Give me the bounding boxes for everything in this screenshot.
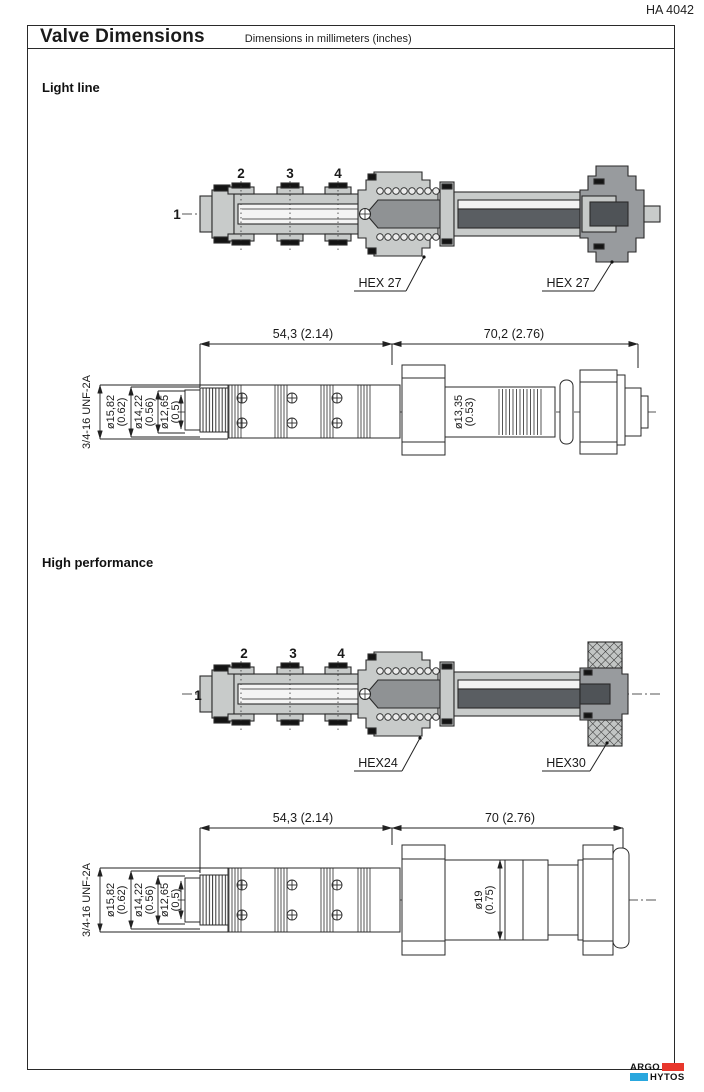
dia-tube-mm: ø19 bbox=[473, 890, 485, 910]
dia3-mm: ø12,65 bbox=[159, 394, 171, 430]
section-label-high-performance: High performance bbox=[42, 555, 154, 570]
page-subtitle: Dimensions in millimeters (inches) bbox=[244, 33, 412, 45]
dia1-mm: ø15,82 bbox=[105, 394, 117, 430]
thread-label: 3/4-16 UNF-2A bbox=[81, 375, 93, 449]
end-hex-body bbox=[580, 166, 660, 262]
port-label-3: 3 bbox=[289, 646, 297, 661]
hex-body-callout bbox=[354, 255, 426, 291]
port-label-1: 1 bbox=[173, 207, 181, 222]
document-number: HA 4042 bbox=[646, 3, 694, 17]
port-label-4: 4 bbox=[337, 646, 345, 661]
svg-text:HEX24: HEX24 bbox=[358, 756, 398, 770]
dim-cartridge-length: 54,3 (2.14) bbox=[272, 811, 334, 825]
dim-cartridge-length: 54,3 (2.14) bbox=[272, 327, 334, 341]
dia3-in: (0.5) bbox=[170, 888, 182, 912]
high-performance-cross-section-drawing bbox=[160, 630, 680, 790]
svg-text:HEX30: HEX30 bbox=[546, 756, 586, 770]
page-title: Valve Dimensions bbox=[40, 26, 205, 47]
dia2-in: (0.56) bbox=[144, 397, 156, 427]
dia2-mm: ø14,22 bbox=[133, 882, 145, 918]
dia-tube-in: (0.75) bbox=[484, 885, 496, 915]
svg-text:HEX 27: HEX 27 bbox=[546, 276, 590, 290]
logo-red-block bbox=[662, 1063, 684, 1071]
dia2-in: (0.56) bbox=[144, 885, 156, 915]
dia3-in: (0.5) bbox=[170, 400, 182, 424]
light-line-cross-section-drawing bbox=[160, 150, 680, 305]
logo-blue-block bbox=[630, 1073, 648, 1081]
dim-solenoid-length: 70,2 (2.76) bbox=[483, 327, 545, 341]
section-label-light-line: Light line bbox=[42, 80, 100, 95]
dia2-mm: ø14,22 bbox=[133, 394, 145, 430]
port-label-1: 1 bbox=[194, 688, 202, 703]
hex-end-callout bbox=[542, 260, 614, 291]
logo-text-hytos: HYTOS bbox=[650, 1071, 685, 1083]
dia1-in: (0.62) bbox=[116, 397, 128, 427]
dia1-mm: ø15,82 bbox=[105, 882, 117, 918]
port-label-3: 3 bbox=[286, 166, 294, 181]
svg-text:HEX 27: HEX 27 bbox=[358, 276, 402, 290]
hex-body-callout bbox=[354, 736, 422, 771]
thread-label: 3/4-16 UNF-2A bbox=[81, 863, 93, 937]
title-bar bbox=[28, 26, 674, 49]
dia-tube-mm: ø13,35 bbox=[453, 394, 465, 430]
end-knurled-knob bbox=[580, 642, 628, 746]
port-label-2: 2 bbox=[237, 166, 245, 181]
dia-tube-in: (0.53) bbox=[464, 397, 476, 427]
port-label-2: 2 bbox=[240, 646, 248, 661]
argo-hytos-logo bbox=[630, 1062, 685, 1082]
high-performance-dimension-drawing bbox=[58, 803, 693, 975]
dia3-mm: ø12,65 bbox=[159, 882, 171, 918]
logo-text-argo: ARGO bbox=[630, 1061, 661, 1073]
light-line-dimension-drawing bbox=[58, 318, 693, 468]
dia1-in: (0.62) bbox=[116, 885, 128, 915]
dim-solenoid-length: 70 (2.76) bbox=[484, 811, 536, 825]
port-label-4: 4 bbox=[334, 166, 342, 181]
